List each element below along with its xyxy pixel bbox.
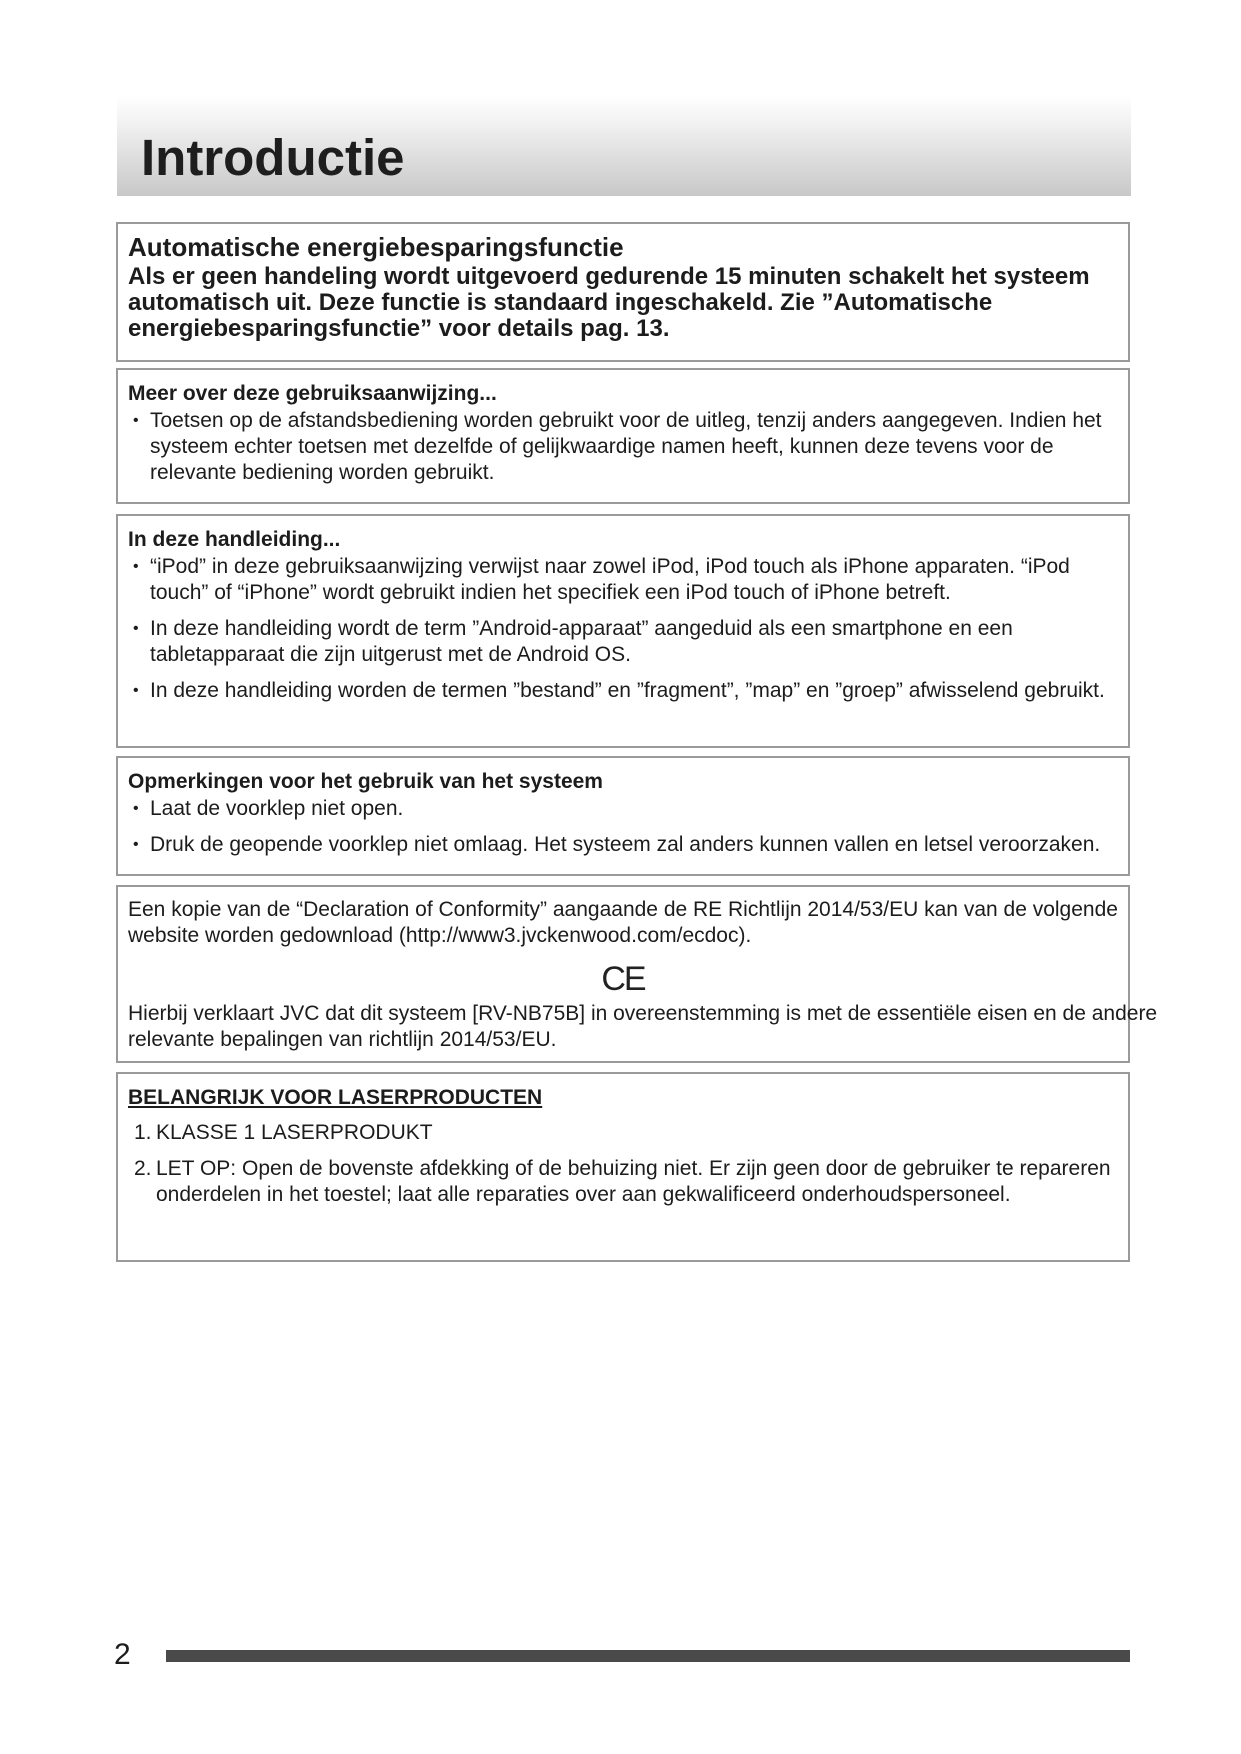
list-item [128,616,1118,668]
more-about-manual-box [116,368,1130,504]
bullet-icon: • [133,682,139,699]
manual-heading: In deze handleiding... [128,528,341,551]
more-heading: Meer over deze gebruiksaanwijzing... [128,382,497,405]
list-number: 1. [134,1121,152,1144]
list-item-text: LET OP: Open de bovenste afdekking of de behuizing niet. Er zijn geen door de gebruiker te repareren onderdelen in het toestel; laat alle reparaties over aan gekwalificeerd onderhoudspersoneel. [156,1157,1111,1206]
conformity-box [116,885,1158,1063]
list-item [128,1120,1118,1146]
list-item [128,1156,1118,1208]
list-item [128,832,1180,858]
list-item-text: “iPod” in deze gebruiksaanwijzing verwijst naar zowel iPod, iPod touch als iPhone apparaten. “iPod touch” of “iPhone” wordt gebruikt indien het specifiek een iPod touch of iPhone betreft. [150,555,1070,604]
page-title: Introductie [141,129,405,186]
bullet-icon: • [133,412,139,429]
footer-bar [166,1650,1130,1662]
laser-heading: BELANGRIJK VOOR LASERPRODUCTEN [128,1086,543,1109]
list-item-text: In deze handleiding wordt de term ”Android-apparaat” aangeduid als een smartphone en een tabletapparaat die zijn uitgerust met de Android OS. [150,617,1013,666]
remarks-heading: Opmerkingen voor het gebruik van het systeem [128,770,603,793]
list-item [128,678,1118,704]
conformity-text-1: Een kopie van de “Declaration of Conformity” aangaande de RE Richtlijn 2014/53/EU kan van de volgende website worden gedownload (http://www3.jvckenwood.com/ecdoc). [128,898,1118,947]
remarks-box [116,756,1130,876]
in-this-manual-box [116,514,1130,748]
laser-list [128,1120,1118,1208]
bullet-icon: • [133,620,139,637]
list-item [128,554,1118,606]
manual-list [128,554,1118,704]
list-number: 2. [134,1157,152,1180]
list-item-text: In deze handleiding worden de termen ”bestand” en ”fragment”, ”map” en ”groep” afwisselend gebruikt. [150,679,1105,702]
energy-text: Als er geen handeling wordt uitgevoerd gedurende 15 minuten schakelt het systeem automatisch uit. Deze functie is standaard ingeschakeld. Zie ”Automatische energiebesparingsfunctie” voor details pag. 13. [128,263,1090,342]
laser-box [116,1072,1130,1262]
energy-heading: Automatische energiebesparingsfunctie [128,232,624,262]
bullet-icon: • [133,800,139,817]
page-number: 2 [114,1638,131,1671]
page-header [117,96,1131,196]
remarks-list [128,796,1118,858]
list-item-text: KLASSE 1 LASERPRODUKT [156,1121,433,1144]
list-item [128,796,1118,822]
ce-mark-icon: CE [601,960,645,998]
bullet-icon: • [133,558,139,575]
energy-saving-box [116,222,1130,362]
more-list [128,408,1118,486]
list-item-text: Druk de geopende voorklep niet omlaag. Het systeem zal anders kunnen vallen en letsel veroorzaken. [150,833,1101,856]
list-item-text: Laat de voorklep niet open. [150,797,404,820]
conformity-text-2: Hierbij verklaart JVC dat dit systeem [RV-NB75B] in overeenstemming is met de essentiële eisen en de andere relevante bepalingen van richtlijn 2014/53/EU. [128,1002,1158,1051]
bullet-icon: • [133,836,139,853]
list-item [128,408,1118,486]
list-item-text: Toetsen op de afstandsbediening worden gebruikt voor de uitleg, tenzij anders aangegeven. Indien het systeem echter toetsen met dezelfde of gelijkwaardige namen heeft, kunnen deze tevens voor de relevante bediening worden gebruikt. [150,409,1102,484]
